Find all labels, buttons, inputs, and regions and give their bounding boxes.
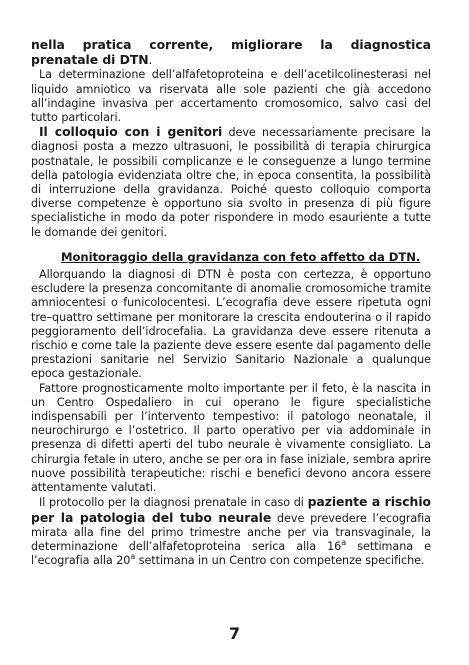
- paragraph-fattore-prognostico: Fattore prognosticamente molto importante per il feto, è la nascita in un Centro Ospedaliero in cui operano le figure specialistiche indispensabili per l’intervento tempestivo: il patologo neonatale, il neurochirurgo e l’ostetrico. Il parto operativo per via addominale in presenza di difetti aperti del tubo neurale è vivamente consigliato. La chirurgia fetale in utero, anche se per ora in fase iniziale, sembra aprire nuove possibilità terapeutiche: rischi e benefici devono ancora essere attentamente valutati.: [31, 381, 431, 495]
- page-number: 7: [228, 624, 241, 643]
- document-body: [31, 38, 431, 568]
- protocollo-end: settimana in un Centro con competenze specifiche.: [135, 554, 425, 568]
- paragraph-monitoraggio: Allorquando la diagnosi di DTN è posta con certezza, è opportuno escludere la presenza concomitante di anomalie cromosomiche tramite amniocentesi o funicolocentesi. L’ecografia deve essere ripetuta ogni tre–quattro settimane per monitorare la crescita endouterina o il rapido peggioramento dell’idrocefalia. La gravidanza deve essere ritenuta a rischio e come tale la paziente deve essere esente dal pagamento delle prestazioni sanitarie nel Servizio Sanitario Nazionale a qualunque epoca gestazionale.: [31, 268, 431, 381]
- colloquio-bold-lead: Il colloquio con i genitori: [39, 124, 223, 140]
- colloquio-body: deve necessariamente precisare la diagnosi posta a mezzo ultrasuoni, le possibilità di terapia chirurgica postnatale, le possibili complicanze e le conseguenze a lungo termine della patologia evidenziata oltre che, in epoca consentita, la possibilità di interruzione della gravidanza. Poiché questo colloquio comporta diverse competenze è opportuno sia svolto in presenza di più figure specialistiche in modo da poter rispondere in modo esauriente a tutte le domande dei genitori.: [31, 126, 431, 239]
- protocollo-start: Il protocollo per la diagnosi prenatale in caso di: [39, 496, 308, 510]
- protocollo-bold: paziente a rischio per la patologia del tubo neurale: [31, 494, 431, 525]
- protocollo-mid2: settimana e l’ecografia alla 20: [31, 539, 431, 568]
- paragraph-protocollo: [31, 495, 431, 568]
- paragraph-alfafetoproteina: La determinazione dell’alfafetoproteina e dell’acetilcolinesterasi nel liquido amniotico va riservata alle sole pazienti che già accedono all’indagine invasiva per accertamento cromosomico, salvo casi del tutto particolari.: [31, 68, 431, 125]
- superscript-a-20: a: [130, 552, 136, 562]
- paragraph-intro: [31, 38, 431, 68]
- intro-bold-lead: nella pratica corrente, migliorare la diagnostica prenatale di DTN: [31, 37, 431, 68]
- protocollo-mid: deve prevedere l’ecografia mirata alla fine del primo trimestre anche per via transvaginale, la determinazione dell’alfafetoproteina serica alla 16: [31, 511, 431, 553]
- section-heading: Monitoraggio della gravidanza con feto affetto da DTN.: [61, 249, 421, 264]
- intro-lead-end: .: [148, 54, 153, 68]
- paragraph-colloquio: [31, 125, 431, 240]
- superscript-a-16: a: [341, 537, 347, 547]
